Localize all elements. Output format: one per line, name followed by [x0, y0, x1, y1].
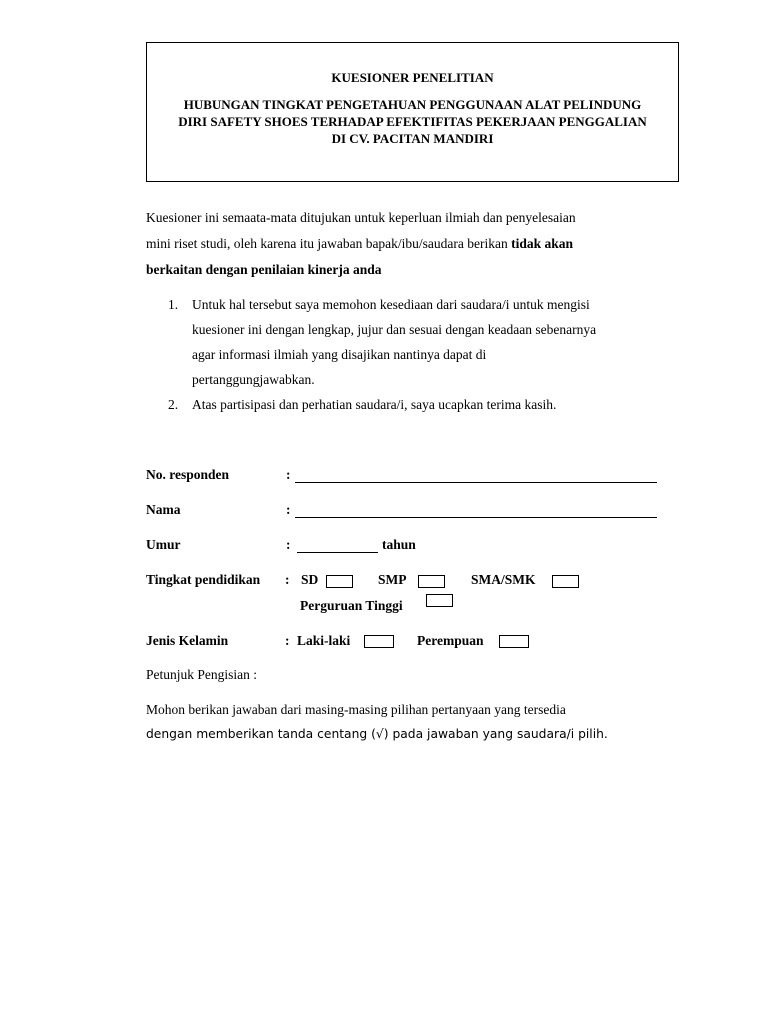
option-sma-label: SMA/SMK	[471, 572, 536, 587]
list-number: 2.	[168, 397, 179, 412]
umur-label: Umur	[146, 537, 181, 552]
list-line: kuesioner ini dengan lengkap, jujur dan sesuai dengan keadaan sebenarnya	[192, 322, 597, 337]
checkbox-perguruan-tinggi[interactable]	[426, 594, 453, 607]
option-perempuan-label: Perempuan	[417, 633, 484, 648]
umur-unit: tahun	[382, 537, 416, 552]
instructions-line: dengan memberikan tanda centang (√) pada jawaban yang saudara/i pilih.	[146, 727, 608, 741]
colon: :	[285, 572, 290, 587]
option-laki-label: Laki-laki	[297, 633, 351, 648]
option-sd-label: SD	[301, 572, 319, 587]
colon: :	[286, 502, 291, 517]
research-title-line: DI CV. PACITAN MANDIRI	[331, 131, 494, 146]
checkbox-sd[interactable]	[326, 575, 353, 588]
option-pt-label: Perguruan Tinggi	[300, 598, 403, 613]
intro-line	[146, 257, 646, 283]
list-item	[146, 292, 666, 392]
list-line: Atas partisipasi dan perhatian saudara/i, saya ucapkan terima kasih.	[192, 397, 557, 412]
checkbox-smp[interactable]	[418, 575, 445, 588]
research-title	[155, 96, 670, 147]
pendidikan-label: Tingkat pendidikan	[146, 572, 261, 587]
colon: :	[285, 633, 290, 648]
checkbox-laki-laki[interactable]	[364, 635, 394, 648]
kelamin-label: Jenis Kelamin	[146, 633, 229, 648]
intro-text: mini riset studi, oleh karena itu jawaban bapak/ibu/saudara berikan	[146, 236, 512, 251]
list-item	[146, 392, 666, 417]
list-line: pertanggungjawabkan.	[192, 372, 315, 387]
instructions-line: Mohon berikan jawaban dari masing-masing pilihan pertanyaan yang tersedia	[146, 702, 566, 717]
research-title-line: HUBUNGAN TINGKAT PENGETAHUAN PENGGUNAAN ALAT PELINDUNG	[183, 97, 642, 112]
intro-emphasis: tidak akan	[511, 236, 574, 251]
checkbox-sma-smk[interactable]	[552, 575, 579, 588]
checkbox-perempuan[interactable]	[499, 635, 529, 648]
research-title-line: DIRI SAFETY SHOES TERHADAP EFEKTIFITAS PEKERJAAN PENGGALIAN	[178, 114, 647, 129]
questionnaire-title: KUESIONER PENELITIAN	[331, 70, 494, 85]
intro-paragraph	[146, 205, 646, 283]
nama-input-line[interactable]	[295, 517, 657, 518]
list-line: Untuk hal tersebut saya memohon kesediaan dari saudara/i untuk mengisi	[192, 297, 590, 312]
header-box	[146, 42, 679, 182]
colon: :	[286, 467, 291, 482]
instructions-heading: Petunjuk Pengisian :	[146, 667, 257, 682]
responden-label: No. responden	[146, 467, 230, 482]
responden-input-line[interactable]	[295, 482, 657, 483]
list-line: agar informasi ilmiah yang disajikan nantinya dapat di	[192, 347, 487, 362]
intro-line: Kuesioner ini semaata-mata ditujukan untuk keperluan ilmiah dan penyelesaian	[146, 210, 576, 225]
instruction-list	[146, 292, 666, 417]
list-number: 1.	[168, 297, 179, 312]
nama-label: Nama	[146, 502, 181, 517]
colon: :	[286, 537, 291, 552]
intro-emphasis: berkaitan dengan penilaian kinerja anda	[146, 262, 382, 277]
umur-input-line[interactable]	[297, 552, 378, 553]
intro-line	[146, 231, 646, 257]
option-smp-label: SMP	[378, 572, 407, 587]
